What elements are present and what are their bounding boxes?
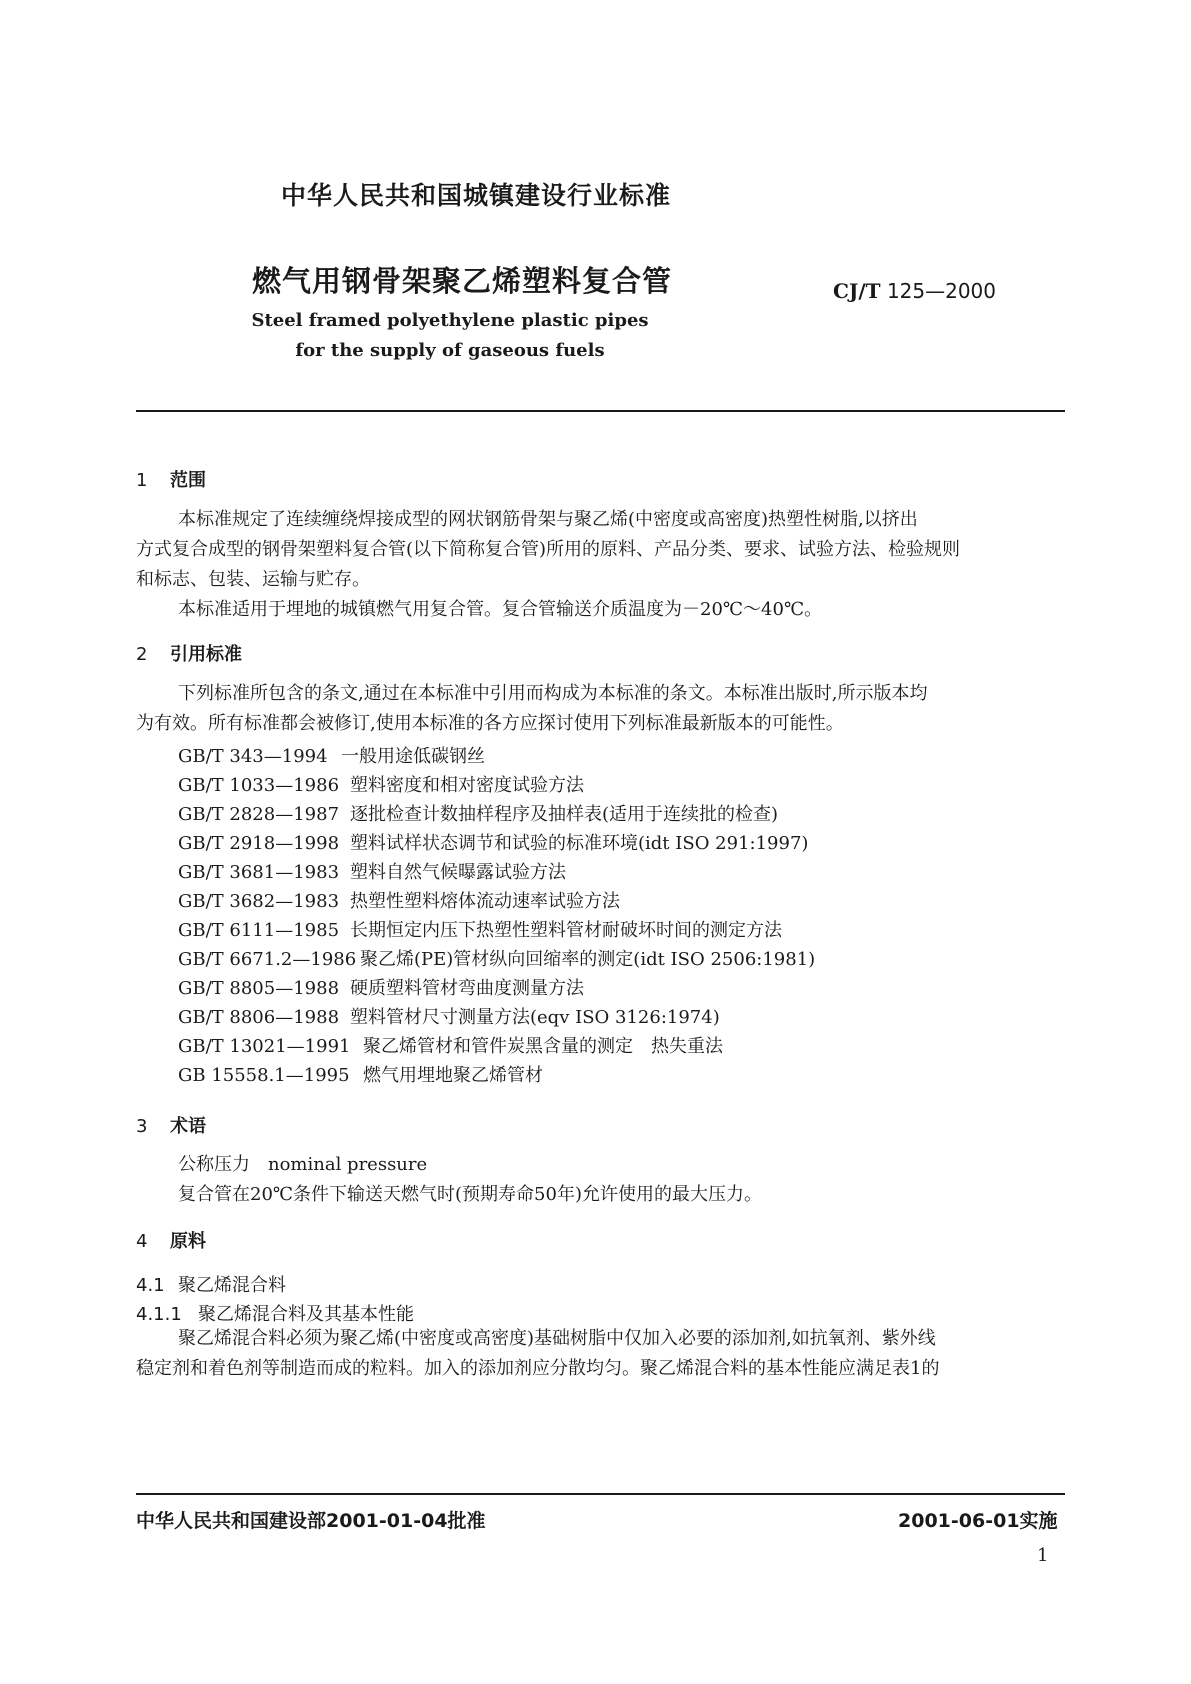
reference-code: GB/T 6671.2—1986 [178, 949, 357, 970]
term-definition: 复合管在20℃条件下输送天燃气时(预期寿命50年)允许使用的最大压力。 [178, 1184, 762, 1205]
footer-divider [136, 1493, 1065, 1495]
issuing-body-heading: 中华人民共和国城镇建设行业标准 [281, 181, 672, 210]
section-1-heading [136, 466, 206, 492]
section-2-title: 引用标准 [170, 644, 242, 665]
section-2-heading [136, 640, 242, 666]
standard-code [833, 279, 996, 303]
reference-title: 聚乙烯(PE)管材纵向回缩率的测定(idt ISO 2506:1981) [360, 949, 816, 970]
reference-code: GB/T 3682—1983 [178, 891, 340, 912]
reference-code: GB/T 13021—1991 [178, 1036, 351, 1057]
reference-title: 逐批检查计数抽样程序及抽样表(适用于连续批的检查) [350, 804, 779, 825]
standard-code-number: 125—2000 [886, 279, 997, 303]
reference-title: 塑料管材尺寸测量方法(eqv ISO 3126:1974) [350, 1007, 720, 1028]
reference-code: GB/T 2828—1987 [178, 804, 340, 825]
section-1-number: 1 [136, 470, 148, 491]
reference-title: 塑料试样状态调节和试验的标准环境(idt ISO 291:1997) [350, 833, 809, 854]
section-1-body [136, 505, 1065, 625]
section-3-heading [136, 1112, 206, 1138]
reference-code: GB/T 3681—1983 [178, 862, 340, 883]
reference-item [178, 829, 808, 855]
reference-item [178, 742, 485, 768]
reference-item [178, 1003, 720, 1029]
subsection-4-1-title: 聚乙烯混合料 [178, 1275, 286, 1296]
reference-title: 长期恒定内压下热塑性塑料管材耐破坏时间的测定方法 [350, 920, 782, 941]
reference-code: GB/T 2918—1998 [178, 833, 340, 854]
page-number: 1 [1037, 1545, 1049, 1566]
reference-title: 塑料自然气候曝露试验方法 [350, 862, 566, 883]
standard-title-en-line2: for the supply of gaseous fuels [295, 340, 605, 361]
reference-code: GB/T 8805—1988 [178, 978, 340, 999]
reference-title: 聚乙烯管材和管件炭黑含量的测定 热失重法 [363, 1036, 723, 1057]
reference-title: 硬质塑料管材弯曲度测量方法 [350, 978, 584, 999]
section-2-number: 2 [136, 644, 148, 665]
section-2-para-1-line-2: 为有效。所有标准都会被修订,使用本标准的各方应探讨使用下列标准最新版本的可能性。 [136, 713, 844, 734]
section-3-number: 3 [136, 1116, 148, 1137]
subsection-4-1-1-heading [136, 1300, 414, 1326]
reference-code: GB/T 8806—1988 [178, 1007, 340, 1028]
reference-item [178, 945, 815, 971]
subsection-4-1-heading [136, 1271, 286, 1297]
reference-item [178, 858, 566, 884]
reference-title: 燃气用埋地聚乙烯管材 [363, 1065, 543, 1086]
term-entry: 公称压力 nominal pressure [178, 1154, 428, 1175]
reference-item [178, 1032, 723, 1058]
section-3-body [136, 1150, 1065, 1210]
approval-line: 中华人民共和国建设部2001-01-04批准 [136, 1510, 486, 1532]
section-2-body [136, 679, 1065, 739]
subsection-4-1-1-number: 4.1.1 [136, 1304, 182, 1325]
section-4-heading [136, 1227, 206, 1253]
reference-title: 热塑性塑料熔体流动速率试验方法 [350, 891, 620, 912]
reference-item [178, 771, 584, 797]
section-1-title: 范围 [170, 470, 206, 491]
section-4-para-1-line-2: 稳定剂和着色剂等制造而成的粒料。加入的添加剂应分散均匀。聚乙烯混合料的基本性能应满足表1的 [136, 1358, 940, 1379]
reference-item [178, 887, 620, 913]
section-1-para-2: 本标准适用于埋地的城镇燃气用复合管。复合管输送介质温度为－20℃～40℃。 [178, 599, 823, 620]
section-4-number: 4 [136, 1231, 148, 1252]
section-2-para-1-line-1: 下列标准所包含的条文,通过在本标准中引用而构成为本标准的条文。本标准出版时,所示版本均 [178, 683, 928, 704]
standard-title-en-line1: Steel framed polyethylene plastic pipes [251, 310, 649, 331]
reference-title: 塑料密度和相对密度试验方法 [350, 775, 584, 796]
reference-code: GB/T 343—1994 [178, 746, 328, 767]
reference-item [178, 974, 584, 1000]
section-4-body [136, 1324, 1065, 1384]
reference-item [178, 800, 778, 826]
reference-item [178, 1061, 543, 1087]
implementation-date: 2001-06-01实施 [898, 1510, 1058, 1532]
section-4-para-1-line-1: 聚乙烯混合料必须为聚乙烯(中密度或高密度)基础树脂中仅加入必要的添加剂,如抗氧剂、紫外线 [178, 1328, 936, 1349]
reference-item [178, 916, 782, 942]
section-1-para-1-line-2: 方式复合成型的钢骨架塑料复合管(以下简称复合管)所用的原料、产品分类、要求、试验方法、检验规则 [136, 539, 961, 560]
standard-code-prefix: CJ/T [833, 279, 881, 303]
section-4-title: 原料 [170, 1231, 206, 1252]
reference-code: GB 15558.1—1995 [178, 1065, 350, 1086]
reference-code: GB/T 6111—1985 [178, 920, 340, 941]
standard-title-cn: 燃气用钢骨架聚乙烯塑料复合管 [252, 264, 673, 298]
reference-code: GB/T 1033—1986 [178, 775, 340, 796]
section-1-para-1-line-1: 本标准规定了连续缠绕焊接成型的网状钢筋骨架与聚乙烯(中密度或高密度)热塑性树脂,以挤出 [178, 509, 918, 530]
subsection-4-1-number: 4.1 [136, 1275, 165, 1296]
reference-title: 一般用途低碳钢丝 [341, 746, 485, 767]
section-3-title: 术语 [170, 1116, 206, 1137]
section-1-para-1-line-3: 和标志、包装、运输与贮存。 [136, 569, 370, 590]
subsection-4-1-1-title: 聚乙烯混合料及其基本性能 [198, 1304, 414, 1325]
header-divider [136, 410, 1065, 412]
